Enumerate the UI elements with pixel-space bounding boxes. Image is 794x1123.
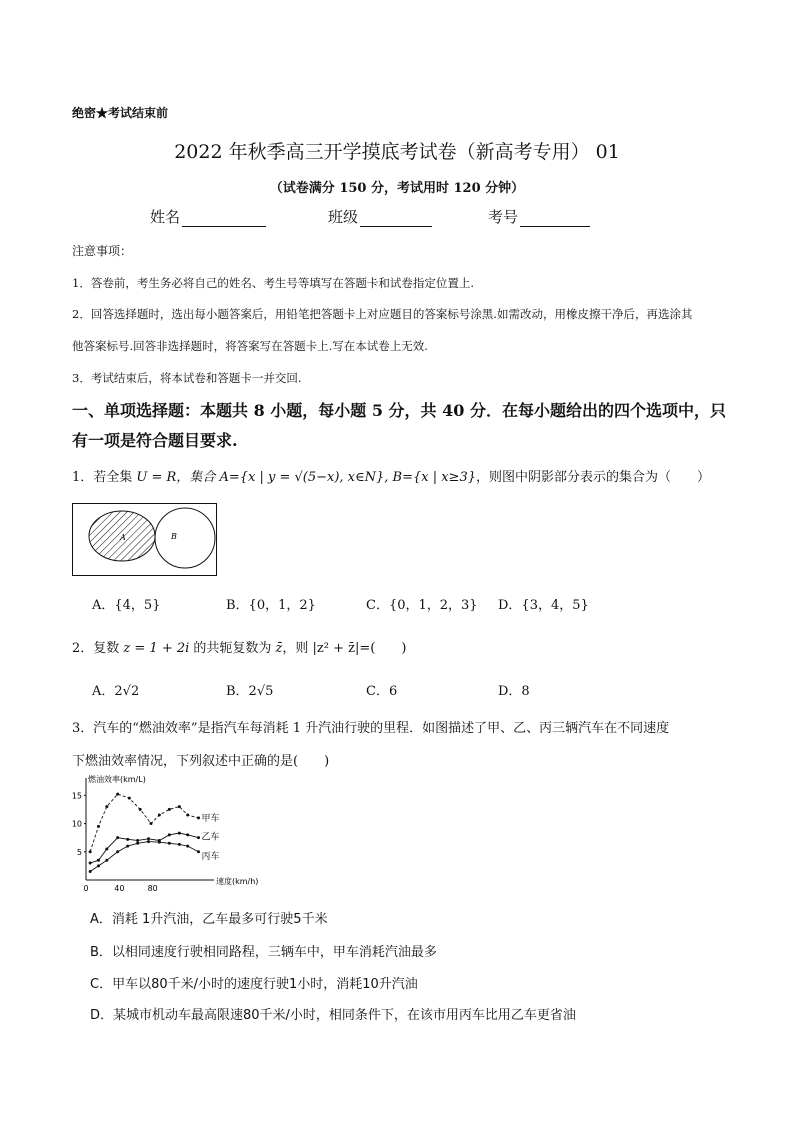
question-1-option-d[interactable]: D．{3，4，5} [498,598,589,613]
name-field[interactable] [150,206,266,227]
series-label-1: 乙车 [201,832,220,843]
section-heading: 一、单项选择题：本题共 8 小题，每小题 5 分，共 40 分．在每小题给出的四个选项中，只有一项是符合题目要求. [72,401,726,450]
question-2-option-c[interactable]: C．6 [366,684,398,699]
series-2-point [197,850,200,853]
series-1-point [197,836,200,839]
series-2-point [186,845,189,848]
venn-label-b: B [171,532,177,541]
question-2-option-d[interactable]: D．8 [498,684,530,699]
series-0-point [186,814,189,817]
question-3-option-d[interactable]: D．某城市机动车最高限速80千米/小时，相同条件下，在该市用丙车比用乙车更省油 [90,1008,576,1023]
confidential-mark: 绝密★考试结束前 [72,106,169,120]
series-2-point [89,870,92,873]
fuel-efficiency-chart [71,772,259,898]
series-0-point [139,808,142,811]
series-1-point [168,833,171,836]
series-1-point [178,832,181,835]
series-0-point [89,850,92,853]
exam-title: 2022 年秋季高三开学摸底考试卷（新高考专用） 01 [174,141,620,163]
x-tick-label: 80 [147,884,158,893]
notice-heading: 注意事项： [72,244,133,258]
series-1-point [126,838,129,841]
series-0-point [197,816,200,819]
x-axis-label: 速度(km/h) [216,877,259,886]
venn-label-a: A [120,533,126,542]
notice-item: 他答案标号.回答非选择题时，将答案写在答题卡上.写在本试卷上无效. [72,339,428,353]
class-label: 班级 [328,208,359,226]
question-2-option-b[interactable]: B．2√5 [226,684,274,699]
exam-number-blank[interactable] [520,210,590,227]
class-blank[interactable] [360,210,432,227]
series-2-point [116,850,119,853]
question-1-formula: U = R，集合 A={x | y = √(5−x), x∈N}, B={x | x≥3} [136,470,476,485]
series-label-2: 丙车 [201,851,220,862]
series-1-point [105,847,108,850]
series-2-point [168,842,171,845]
series-2-point [97,864,100,867]
series-0-point [150,822,153,825]
exam-subtitle: （试卷满分 150 分，考试用时 120 分钟） [269,181,525,196]
series-line-0 [90,794,198,852]
notice-item: 3．考试结束后，将本试卷和答题卡一并交回. [72,371,302,385]
series-1-point [186,833,189,836]
question-2-tail: ，则 |z² + z̄|=( ) [282,641,407,656]
y-tick-label: 10 [71,819,82,829]
series-line-2 [90,842,198,872]
series-0-point [97,825,100,828]
question-1-option-a[interactable]: A．{4，5} [92,598,161,613]
series-0-point [158,814,161,817]
question-3-line-1: 3．汽车的“燃油效率”是指汽车每消耗 1 升汽油行驶的里程．如图描述了甲、乙、丙三辆汽车在不同速度 [72,721,670,736]
question-2-zbar: z̄ [275,641,283,656]
question-1-option-c[interactable]: C．{0，1，2，3} [366,598,478,613]
question-3-option-a[interactable]: A．消耗 1升汽油，乙车最多可行驶5千米 [90,912,328,927]
question-3-option-c[interactable]: C．甲车以80千米/小时的速度行驶1小时，消耗10升汽油 [90,977,418,992]
series-2-point [136,842,139,845]
question-2-prefix: 2．复数 [72,641,124,656]
question-2-option-a[interactable]: A．2√2 [92,684,140,699]
series-0-point [168,808,171,811]
question-2-formula: z = 1 + 2i [123,641,190,656]
series-0-point [128,797,131,800]
series-1-point [89,862,92,865]
series-1-point [97,859,100,862]
x-tick-label: 0 [83,884,89,893]
series-label-0: 甲车 [201,813,220,824]
series-2-point [158,841,161,844]
exam-number-label: 考号 [488,208,519,226]
series-2-point [126,845,129,848]
name-label: 姓名 [150,208,181,226]
series-0-point [178,805,181,808]
question-1-option-b[interactable]: B．{0，1，2} [226,598,316,613]
exam-number-field[interactable] [488,206,590,227]
notice-item: 2．回答选择题时，选出每小题答案后，用铅笔把答题卡上对应题目的答案标号涂黑.如需改动，用橡皮擦干净后，再选涂其 [72,307,693,321]
name-blank[interactable] [182,210,266,227]
venn-circle-b [155,508,215,568]
series-2-point [105,859,108,862]
question-2-stem [72,637,406,656]
series-2-point [147,840,150,843]
series-2-point [178,843,181,846]
question-3-option-b[interactable]: B．以相同速度行驶相同路程，三辆车中，甲车消耗汽油最多 [90,945,437,960]
venn-diagram [72,503,218,577]
series-0-point [105,805,108,808]
y-axis-label: 燃油效率(km/L) [88,775,146,784]
y-tick-label: 5 [76,847,82,857]
question-1-prefix: 1．若全集 [72,470,137,485]
class-field[interactable] [328,206,432,227]
y-tick-label: 15 [71,791,82,801]
series-1-point [147,837,150,840]
series-1-point [136,839,139,842]
x-tick-label: 40 [114,884,125,893]
notice-item: 1．答卷前，考生务必将自己的姓名、考生号等填写在答题卡和试卷指定位置上. [72,276,474,290]
question-3-line-2: 下燃油效率情况，下列叙述中正确的是( ) [72,754,330,769]
question-1-stem [72,466,710,485]
series-0-point [116,793,119,796]
question-2-middle: 的共轭复数为 [189,641,276,656]
series-1-point [116,836,119,839]
question-1-suffix: ，则图中阴影部分表示的集合为（ ） [475,470,710,485]
